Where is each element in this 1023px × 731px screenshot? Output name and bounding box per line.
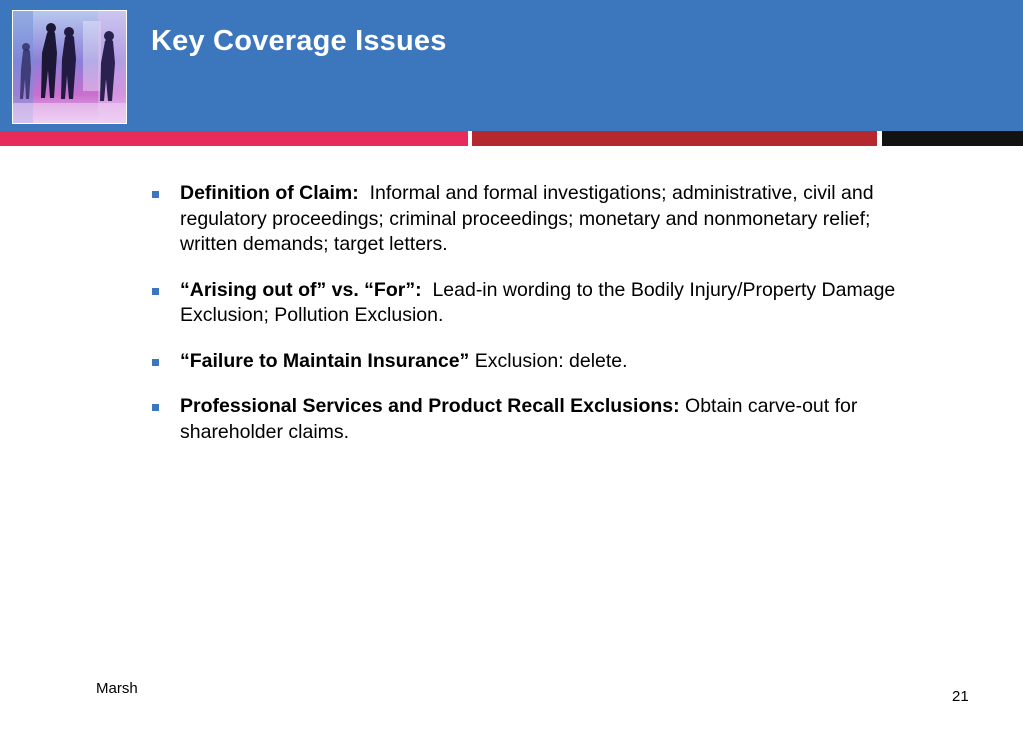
business-people-photo (12, 10, 127, 124)
bullet-item (150, 349, 920, 375)
footer-company: Marsh (96, 680, 138, 697)
slide-title: Key Coverage Issues (151, 25, 447, 57)
bullet-text: Informal and formal investigations; administrative, civil and regulatory proceedings; criminal proceedings; monetary and nonmonetary relief; written demands; target letters. (180, 182, 874, 255)
accent-stripe-black (882, 131, 1023, 146)
accent-stripe-pink (0, 131, 468, 146)
square-bullet-icon (152, 404, 159, 411)
bullet-item (150, 181, 920, 258)
bullet-text: Exclusion: delete. (474, 349, 628, 372)
bullet-text: Obtain carve-out for shareholder claims. (180, 395, 858, 443)
bullet-label: “Failure to Maintain Insurance” (180, 349, 470, 372)
page-number: 21 (952, 688, 969, 705)
bullet-list (150, 181, 920, 465)
bullet-item (150, 278, 920, 329)
bullet-label: “Arising out of” vs. “For”: (180, 278, 422, 301)
bullet-text: Lead-in wording to the Bodily Injury/Property Damage Exclusion; Pollution Exclusion. (180, 278, 896, 326)
bullet-label: Definition of Claim: (180, 182, 359, 204)
square-bullet-icon (152, 191, 159, 198)
bullet-label: Professional Services and Product Recall Exclusions: (180, 395, 680, 417)
bullet-item (150, 394, 920, 445)
header-band (0, 0, 1023, 131)
accent-stripe-red (472, 131, 877, 146)
square-bullet-icon (152, 288, 159, 295)
square-bullet-icon (152, 359, 159, 366)
